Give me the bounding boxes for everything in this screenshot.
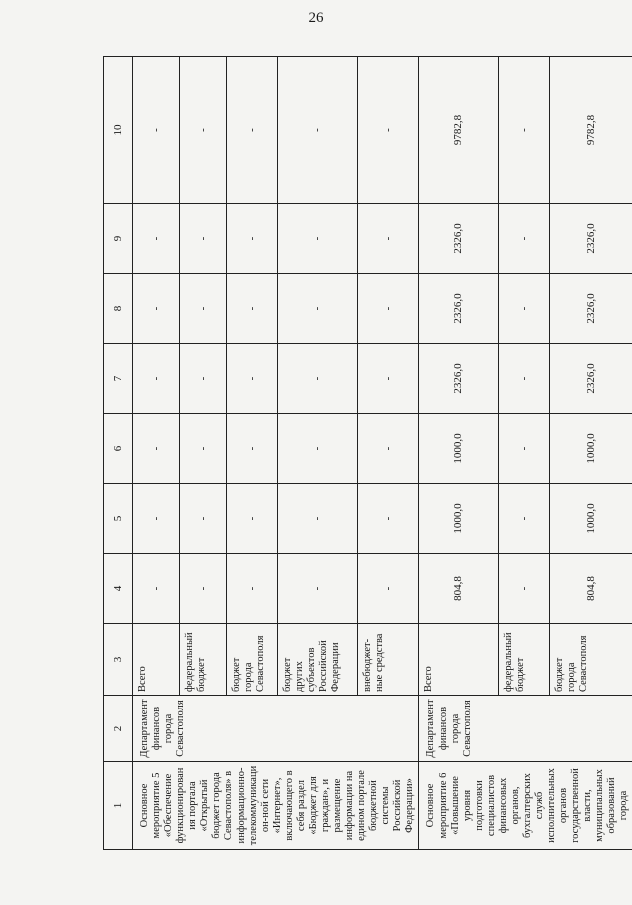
col-header-3: 3 — [104, 624, 133, 696]
value-cell: 1000,0 — [549, 414, 632, 484]
col-header-10: 10 — [104, 57, 133, 204]
value-cell: 2326,0 — [549, 344, 632, 414]
event-6-executor: Департамент финансов города Севастополя — [419, 696, 632, 762]
value-cell: - — [133, 204, 180, 274]
value-cell: - — [133, 274, 180, 344]
value-cell: - — [180, 344, 227, 414]
value-cell: 2326,0 — [549, 204, 632, 274]
value-cell: - — [358, 274, 419, 344]
value-cell: - — [358, 204, 419, 274]
col-header-1: 1 — [104, 762, 133, 850]
value-cell: - — [358, 57, 419, 204]
value-cell: - — [227, 344, 278, 414]
value-cell: - — [133, 414, 180, 484]
value-cell: - — [180, 274, 227, 344]
value-cell: 2326,0 — [419, 344, 499, 414]
value-cell: - — [278, 204, 358, 274]
col-header-7: 7 — [104, 344, 133, 414]
event-5-name: Основное мероприятие 5 «Обеспечение функционирования портала «Открытый бюджет города Севастополя» в информационно-телекоммуникацион-ной сети «Интернет», включающего в себя раздел «Бюджет для граждан», и размещение информации на едином портале бюджетной системы Российской Федерации» — [133, 762, 419, 850]
header-row — [104, 57, 133, 850]
source-cell: федеральный бюджет — [499, 624, 549, 696]
value-cell: - — [499, 344, 549, 414]
value-cell: - — [227, 274, 278, 344]
value-cell: - — [278, 344, 358, 414]
page-number: 26 — [308, 10, 324, 26]
value-cell: - — [180, 57, 227, 204]
value-cell: - — [358, 414, 419, 484]
value-cell: - — [227, 484, 278, 554]
value-cell: - — [180, 204, 227, 274]
value-cell: - — [180, 554, 227, 624]
source-cell: Всего — [133, 624, 180, 696]
value-cell: - — [227, 554, 278, 624]
source-cell: бюджет города Севастополя — [227, 624, 278, 696]
value-cell: - — [358, 484, 419, 554]
col-header-5: 5 — [104, 484, 133, 554]
value-cell: 9782,8 — [549, 57, 632, 204]
value-cell: - — [499, 414, 549, 484]
value-cell: - — [180, 484, 227, 554]
source-cell: внебюджет-ные средства — [358, 624, 419, 696]
value-cell: - — [499, 274, 549, 344]
budget-table — [103, 56, 632, 850]
value-cell: 2326,0 — [549, 274, 632, 344]
col-header-8: 8 — [104, 274, 133, 344]
value-cell: - — [133, 57, 180, 204]
value-cell: - — [278, 414, 358, 484]
value-cell: - — [227, 414, 278, 484]
value-cell: 1000,0 — [549, 484, 632, 554]
value-cell: - — [133, 344, 180, 414]
value-cell: - — [227, 57, 278, 204]
col-header-6: 6 — [104, 414, 133, 484]
value-cell: - — [278, 554, 358, 624]
value-cell: - — [180, 414, 227, 484]
event-6-name: Основное мероприятие 6 «Повышение уровня подготовки специалистов финансовых органов, бухгалтерских служб исполнительных органов государственной власти, муниципальных образований города — [419, 762, 632, 850]
col-header-9: 9 — [104, 204, 133, 274]
value-cell: 9782,8 — [419, 57, 499, 204]
value-cell: - — [133, 484, 180, 554]
value-cell: - — [499, 554, 549, 624]
table-row — [419, 57, 499, 850]
value-cell: - — [278, 57, 358, 204]
value-cell: 2326,0 — [419, 204, 499, 274]
rotated-table-wrapper — [103, 57, 630, 850]
col-header-2: 2 — [104, 696, 133, 762]
value-cell: - — [499, 484, 549, 554]
value-cell: - — [227, 204, 278, 274]
value-cell: 1000,0 — [419, 484, 499, 554]
value-cell: - — [133, 554, 180, 624]
source-cell: бюджет других субъектов Российской Федерации — [278, 624, 358, 696]
value-cell: - — [499, 204, 549, 274]
col-header-4: 4 — [104, 554, 133, 624]
value-cell: - — [278, 484, 358, 554]
source-cell: Всего — [419, 624, 499, 696]
event-5-executor: Департамент финансов города Севастополя — [133, 696, 419, 762]
value-cell: 804,8 — [549, 554, 632, 624]
table-row — [133, 57, 180, 850]
source-cell: бюджет города Севастополя — [549, 624, 632, 696]
value-cell: 1000,0 — [419, 414, 499, 484]
value-cell: - — [358, 344, 419, 414]
value-cell: 2326,0 — [419, 274, 499, 344]
source-cell: федеральный бюджет — [180, 624, 227, 696]
value-cell: 804,8 — [419, 554, 499, 624]
value-cell: - — [499, 57, 549, 204]
value-cell: - — [358, 554, 419, 624]
value-cell: - — [278, 274, 358, 344]
